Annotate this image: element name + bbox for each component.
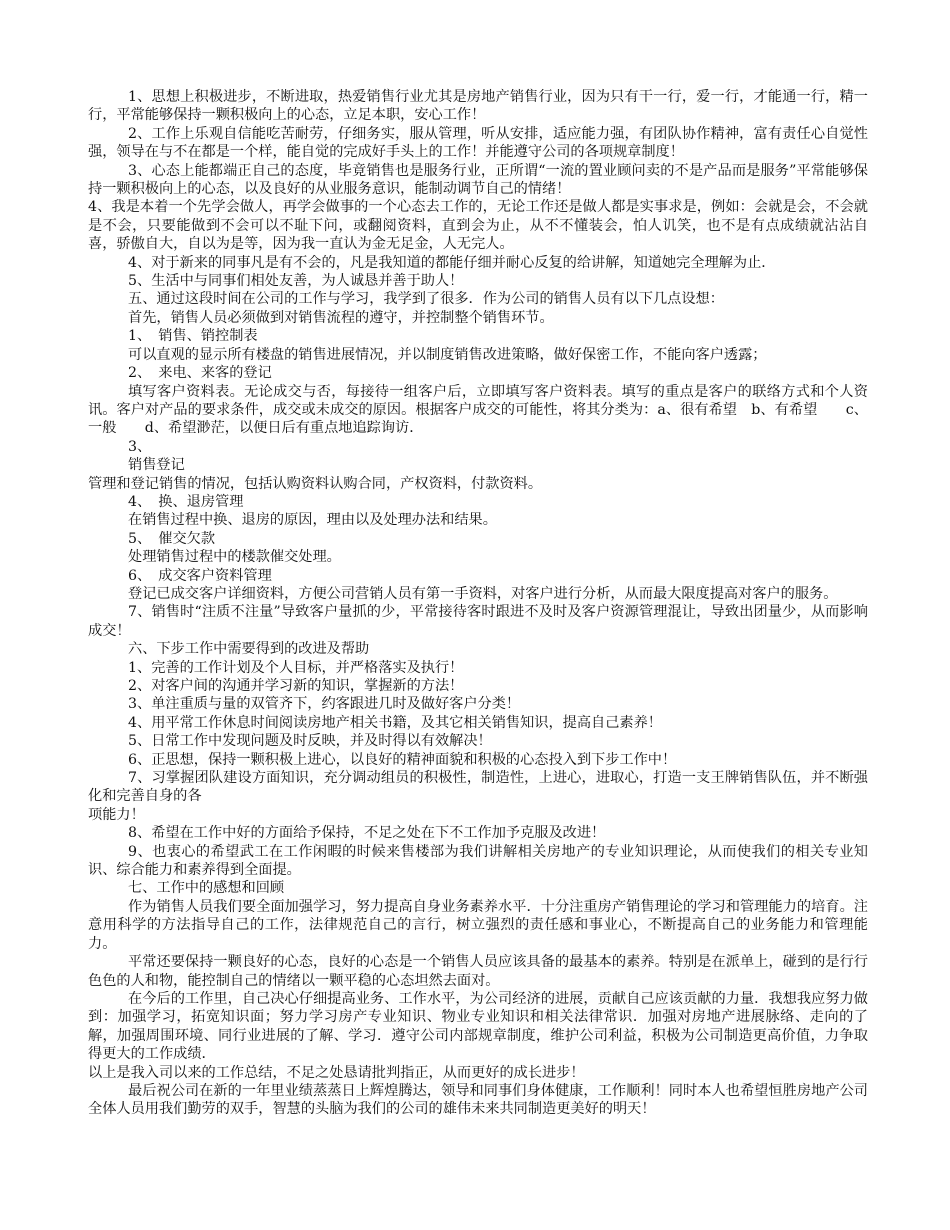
paragraph: 3、心态上能都端正自己的态度，毕竟销售也是服务行业，正所谓“一流的置业顾问卖的不是产品而是服务”平常能够保持一颗积极向上的心态，以及良好的从业服务意识，能制动调节自己的情绪！: [88, 162, 868, 198]
paragraph: 作为销售人员我们要全面加强学习，努力提高自身业务素养水平．十分注重房产销售理论的学习和管理能力的培育。注意用科学的方法指导自己的工作，法律规范自己的言行，树立强烈的责任感和事业心，不断提高自己的业务能力和管理能力。: [88, 898, 868, 952]
list-heading: 销售登记: [128, 457, 185, 474]
list-item: 2、对客户间的沟通并学习新的知识，掌握新的方法！: [128, 678, 464, 694]
list-heading: 5、 催交欠款: [128, 530, 216, 547]
paragraph: 7、销售时“注质不注量”导致客户量抓的少，平常接待客时跟进不及时及客户资源管理混让，导致出团量少，从而影响成交！: [88, 604, 868, 639]
paragraph: 以上是我入司以来的工作总结，不足之处恳请批判指正，从而更好的成长进步！: [88, 1064, 585, 1081]
paragraph: 处理销售过程中的楼款催交处理。: [128, 549, 341, 566]
paragraph: 4、对于新来的同事凡是有不会的，凡是我知道的都能仔细并耐心反复的给讲解，知道她完全理解为止．: [128, 254, 776, 271]
section-heading: 七、工作中的感想和回顾: [128, 880, 285, 897]
document-body: [88, 88, 868, 1119]
list-heading: 1、 销售、销控制表: [128, 328, 258, 345]
list-item: 4、用平常工作休息时间阅读房地产相关书籍，及其它相关销售知识，提高自己素养！: [128, 714, 662, 731]
section-heading: 六、下步工作中需要得到的改进及帮助: [128, 641, 370, 658]
list-item: 5、日常工作中发现问题及时反映，并及时得以有效解决！: [128, 733, 492, 750]
list-item: 8、希望在工作中好的方面给予保持，不足之处在下不工作加予克服及改进！: [128, 825, 606, 842]
section-heading: 五、通过这段时间在公司的工作与学习，我学到了很多．作为公司的销售人员有以下几点设想：: [128, 291, 724, 308]
list-heading: 4、 换、退房管理: [128, 493, 244, 510]
paragraph: 5、生活中与同事们相处友善，为人诚恳并善于助人！: [128, 273, 464, 290]
list-heading: 3、: [128, 438, 152, 455]
list-item-continuation: 项能力！: [88, 806, 145, 823]
paragraph: 可以直观的显示所有楼盘的销售进展情况，并以制度销售改进策略，做好保密工作，不能向客户透露；: [128, 346, 767, 363]
list-item: 3、单注重质与量的双管齐下，约客跟进几时及做好客户分类！: [128, 696, 521, 713]
paragraph: 在今后的工作里，自己决心仔细提高业务、工作水平，为公司经济的进展，贡献自己应该贡献的力量．我想我应努力做到：加强学习，拓宽知识面；努力学习房产专业知识、物业专业知识和相关法律常识．加强对房地产进展脉络、走向的了解，加强周围环境、同行业进展的了解、学习．遵守公司内部规章制度，维护公司利益，积极为公司制造更高价值，力争取得更大的工作成绩．: [88, 990, 868, 1063]
paragraph: 4、我是本着一个先学会做人，再学会做事的一个心态去工作的，无论工作还是做人都是实事求是，例如：会就是会，不会就是不会，只要能做到不会可以不耻下问，或翻阅资料，直到会为止，从不不懂装会，怕人讥笑，也不是有点成绩就沾沾自喜，骄傲自大，自以为是等，因为我一直认为金无足金，人无完人。: [88, 199, 868, 253]
paragraph: 1、思想上积极进步，不断进取，热爱销售行业尤其是房地产销售行业，因为只有干一行，爱一行，才能通一行，精一行，平常能够保持一颗积极向上的心态，立足本职，安心工作！: [88, 89, 868, 124]
list-item: 6、正思想，保持一颗积极上进心，以良好的精神面貌和积极的心态投入到下步工作中！: [128, 751, 677, 768]
list-heading: 6、 成交客户资料管理: [128, 567, 272, 584]
list-item: 7、习掌握团队建设方面知识，充分调动组员的积极性，制造性，上进心，进取心，打造一支王牌销售队伍，并不断强化和完善自身的各: [88, 770, 868, 805]
paragraph: 2、工作上乐观自信能吃苦耐劳，仔细务实，服从管理，听从安排，适应能力强，有团队协作精神，富有责任心自觉性强，领导在与不在都是一个样，能自觉的完成好手头上的工作！并能遵守公司的各项规章制度！: [88, 125, 868, 161]
paragraph: 最后祝公司在新的一年里业绩蒸蒸日上辉煌腾达，领导和同事们身体健康，工作顺利！同时本人也希望恒胜房地产公司全体人员用我们勤劳的双手，智慧的头脑为我们的公司的雄伟未来共同制造更美好的明天！: [88, 1082, 868, 1118]
list-heading: 2、 来电、来客的登记: [128, 365, 272, 382]
paragraph: 首先，销售人员必须做到对销售流程的遵守，并控制整个销售环节。: [128, 309, 554, 326]
paragraph: 平常还要保持一颗良好的心态，良好的心态是一个销售人员应该具备的最基本的素养。特别是在派单上，碰到的是行行色色的人和物，能控制自己的情绪以一颗平稳的心态坦然去面对。: [88, 954, 868, 989]
list-item: 9、也衷心的希望武工在工作闲暇的时候来售楼部为我们讲解相关房地产的专业知识理论，从而使我们的相关专业知识、综合能力和素养得到全面提。: [88, 843, 868, 879]
paragraph: 填写客户资料表。无论成交与否，每接待一组客户后，立即填写客户资料表。填写的重点是客户的联络方式和个人资讯。客户对产品的要求条件，成交或未成交的原因。根据客户成交的可能性，将其分类为：a、很有希望 b、有希望 c、一般 d、希望渺茫，以便日后有重点地追踪询访．: [88, 383, 868, 437]
list-item: 1、完善的工作计划及个人目标，并严格落实及执行！: [128, 659, 464, 676]
paragraph: 在销售过程中换、退房的原因，理由以及处理办法和结果。: [128, 512, 497, 529]
paragraph: 管理和登记销售的情况，包括认购资料认购合同，产权资料，付款资料。: [88, 475, 543, 492]
paragraph: 登记已成交客户详细资料，方便公司营销人员有第一手资料，对客户进行分析，从而最大限度提高对客户的服务。: [128, 585, 838, 602]
